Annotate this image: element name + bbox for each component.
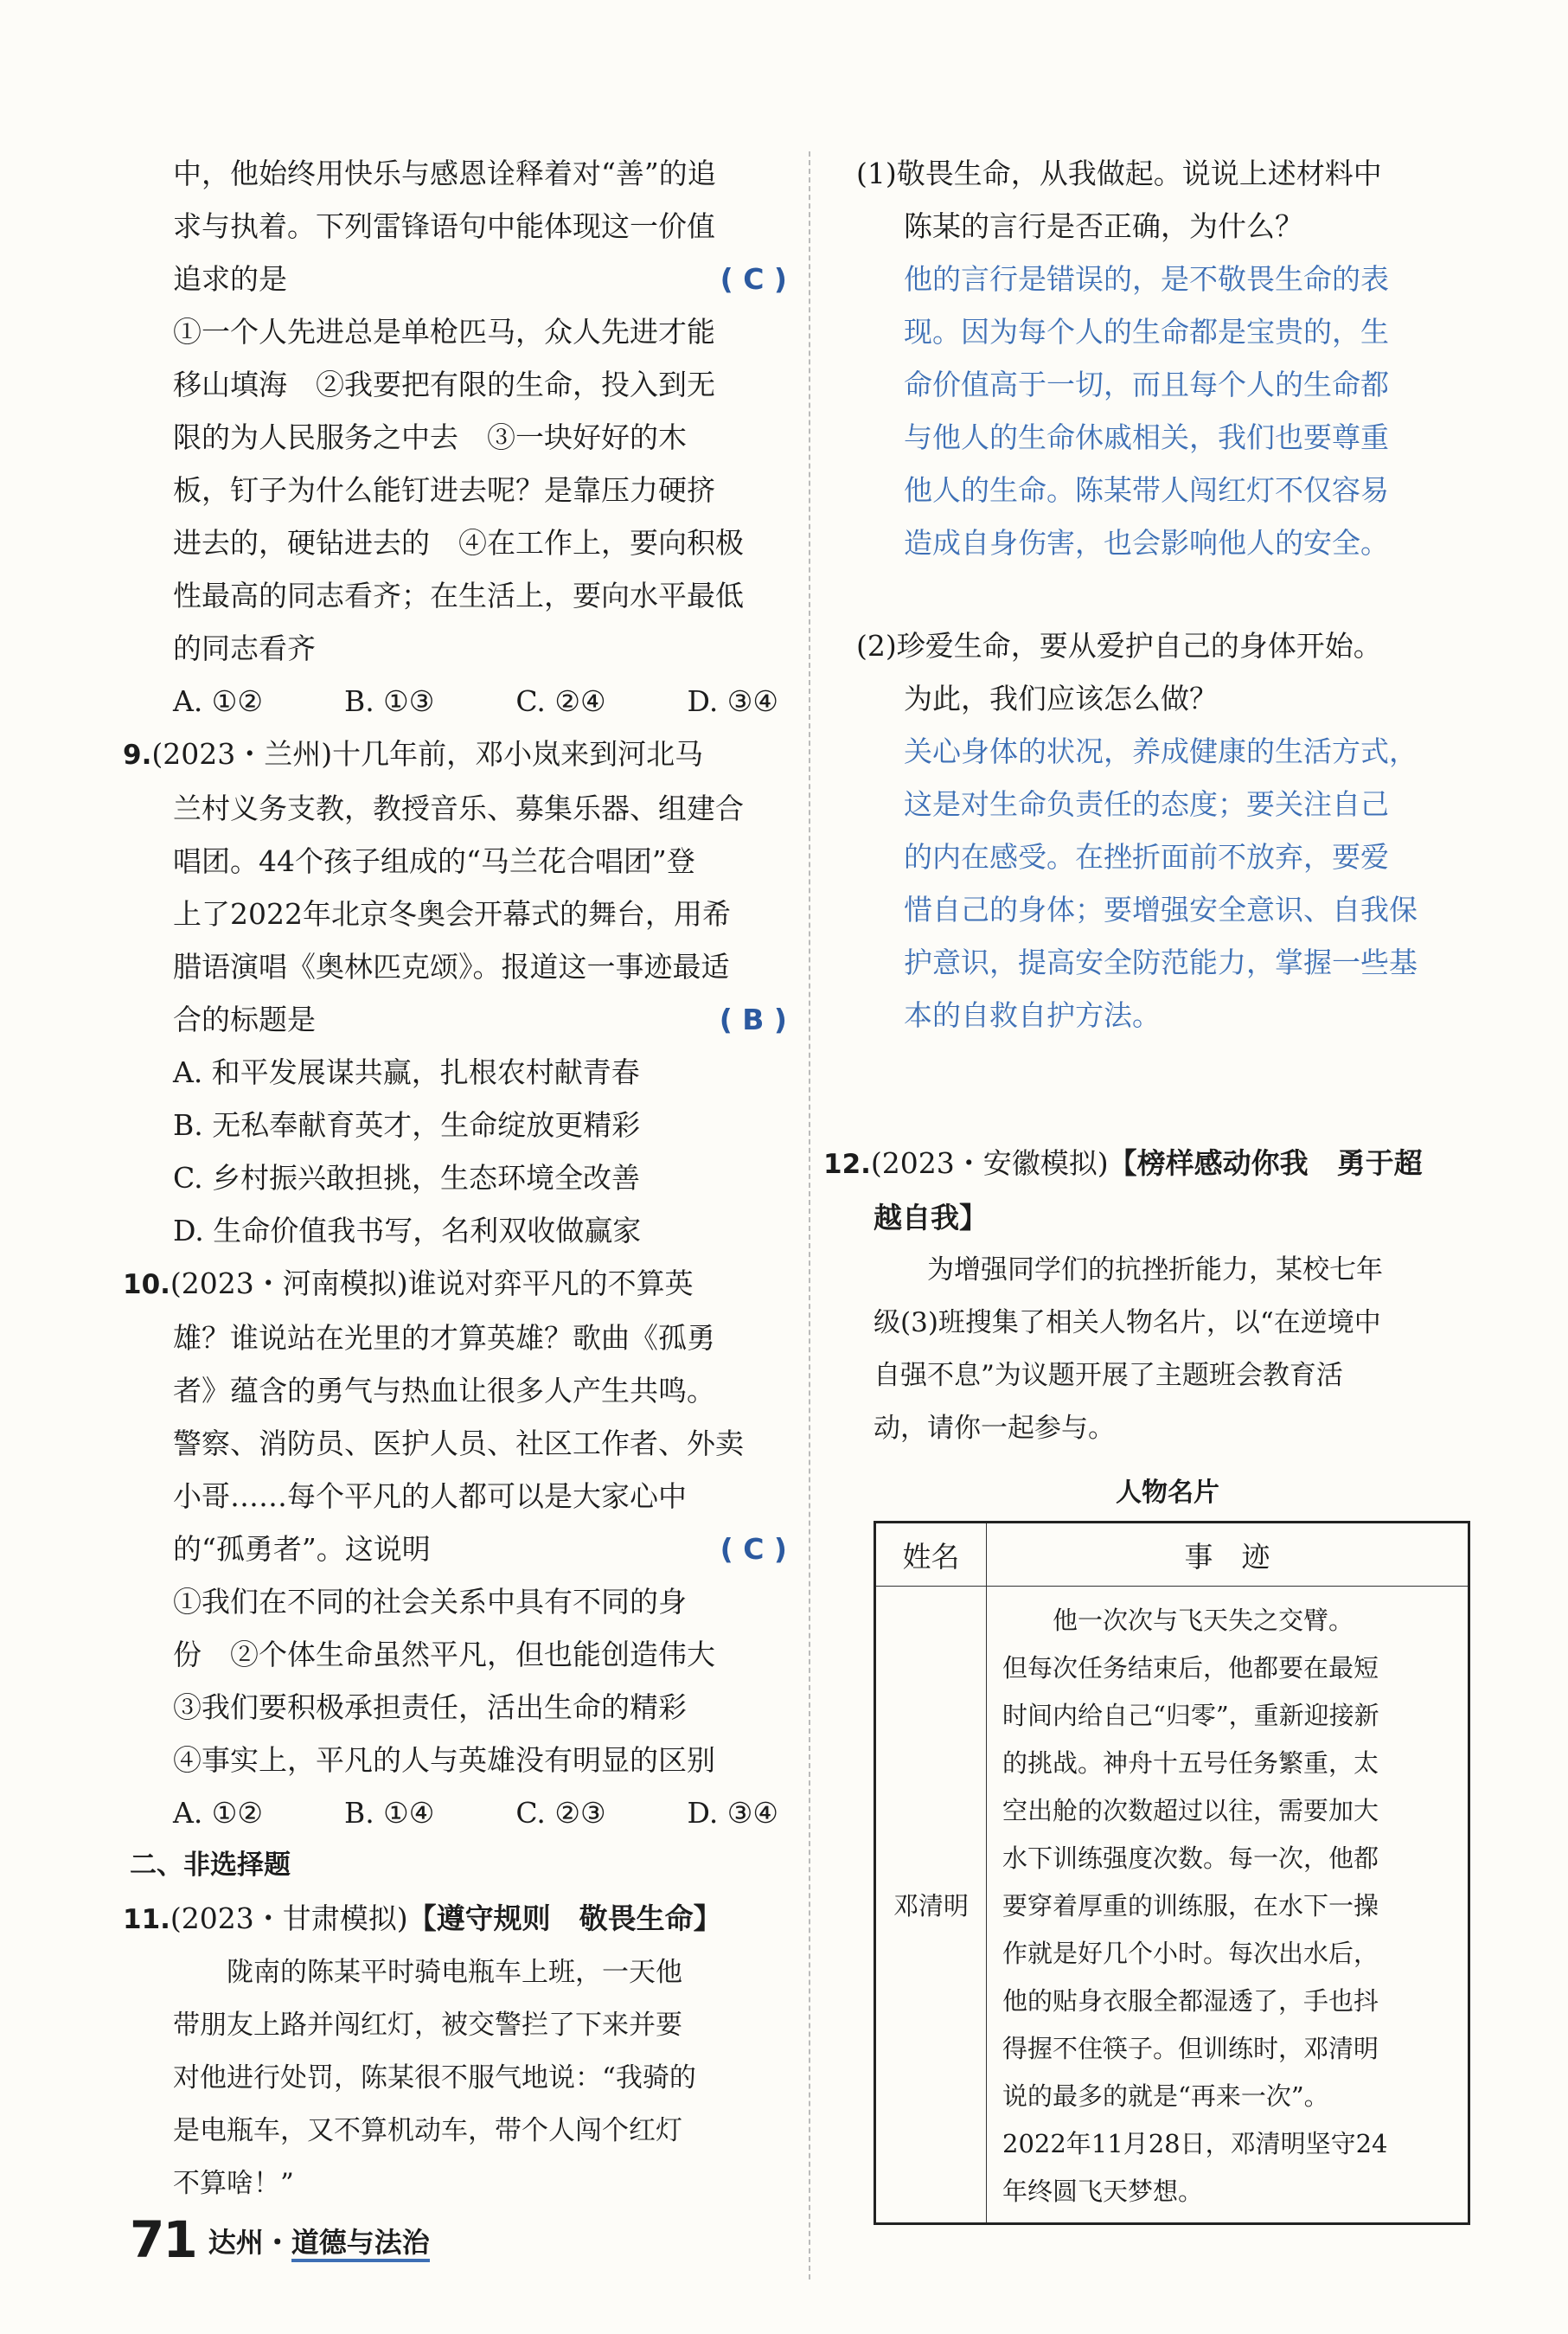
q11-number: 11.: [123, 1904, 170, 1935]
q10-statement-line: ③我们要积极承担责任，活出生命的精彩: [173, 1690, 687, 1724]
q10-option-b: B. ①④: [343, 1796, 435, 1830]
q10-option-d: D. ③④: [687, 1796, 778, 1830]
q9-first-line: 9.(2023・兰州)十几年前，邓小岚来到河北马: [123, 737, 704, 771]
q11-2-answer-line: 的内在感受。在挫折面前不放弃，要爱: [904, 840, 1389, 874]
q10-stem-line: 雄？谁说站在光里的才算英雄？歌曲《孤勇: [173, 1321, 715, 1355]
q8-statement-line: 进去的，硬钻进去的 ④在工作上，要向积极: [173, 526, 744, 560]
q12-intro-line: 动，请你一起参与。: [874, 1413, 1115, 1444]
q9-option-b: B. 无私奉献育英才，生命绽放更精彩: [173, 1108, 641, 1142]
column-divider: [809, 151, 810, 2279]
q11-1-answer-line: 他的言行是错误的，是不敬畏生命的表: [904, 262, 1389, 296]
q8-statement-line: 板，钉子为什么能钉进去呢？是靠压力硬挤: [173, 473, 715, 507]
q9-stem-line: 腊语演唱《奥林匹克颂》。报道这一事迹最适: [173, 950, 730, 984]
deed-line: 时间内给自己“归零”，重新迎接新: [1002, 1701, 1379, 1730]
q8-answer: ( C ): [720, 262, 787, 296]
q11-2-answer-line: 这是对生命负责任的态度；要关注自己: [904, 787, 1389, 821]
q9-number: 9.: [123, 740, 152, 771]
q8-statement-line: ①一个人先进总是单枪匹马，众人先进才能: [173, 315, 715, 349]
header-name: 姓名: [875, 1523, 987, 1587]
q10-stem-line: 小哥……每个平凡的人都可以是大家心中: [173, 1479, 687, 1513]
q10-statement-line: ④事实上，平凡的人与英雄没有明显的区别: [173, 1743, 715, 1777]
q8-option-b: B. ①③: [343, 684, 435, 718]
header-deeds: 事 迹: [987, 1523, 1469, 1587]
q11-1-answer-line: 命价值高于一切，而且每个人的生命都: [904, 368, 1389, 401]
question-12: [823, 1137, 1479, 2225]
q10-option-a: A. ①②: [173, 1796, 263, 1830]
q9-stem-line: 唱团。44个孩子组成的“马兰花合唱团”登: [173, 844, 695, 878]
q12-source: (2023・安徽模拟): [870, 1146, 1109, 1180]
q11-1-prompt: 陈某的言行是否正确，为什么？: [904, 209, 1303, 243]
q10-answer: ( C ): [720, 1532, 787, 1566]
q9-option-a: A. 和平发展谋共赢，扎根农村献青春: [173, 1055, 640, 1089]
deed-line: 的挑战。神舟十五号任务繁重，太: [1002, 1748, 1379, 1778]
q10-stem-line: 者》蕴含的勇气与热血让很多人产生共鸣。: [173, 1374, 715, 1407]
q11-2-answer-line: 本的自救自护方法。: [904, 998, 1161, 1032]
question-9: [123, 728, 787, 1257]
deed-line: 他一次次与飞天失之交臂。: [1053, 1606, 1354, 1635]
left-column: [123, 147, 787, 2210]
q8-option-c: C. ②④: [515, 684, 606, 718]
question-11-part-2: [856, 619, 1479, 1042]
right-column: [823, 147, 1479, 2225]
q10-statement-line: 份 ②个体生命虽然平凡，但也能创造伟大: [173, 1638, 715, 1671]
q9-option-c: C. 乡村振兴敢担挑，生态环境全改善: [173, 1161, 641, 1195]
q9-stem-line: 上了2022年北京冬奥会开幕式的舞台，用希: [173, 897, 731, 931]
q12-intro-line: 级(3)班搜集了相关人物名片，以“在逆境中: [874, 1307, 1381, 1338]
q11-material-line: 对他进行处罚，陈某很不服气地说：“我骑的: [173, 2062, 696, 2094]
deed-line: 要穿着厚重的训练服，在水下一操: [1002, 1891, 1379, 1920]
q12-number: 12.: [823, 1149, 871, 1180]
q8-stem-line: 求与执着。下列雷锋语句中能体现这一价值: [173, 209, 715, 243]
q12-tag-line: 越自我】: [874, 1201, 988, 1234]
q11-material-line: 是电瓶车，又不算机动车，带个人闯个红灯: [173, 2115, 682, 2146]
footer-title: [208, 2221, 430, 2260]
q11-2-prompt: (2)珍爱生命，要从爱护自己的身体开始。: [856, 629, 1382, 663]
page-number: 71: [130, 2210, 196, 2269]
q9-option-d: D. 生命价值我书写，名利双收做赢家: [173, 1214, 642, 1247]
q10-options: [130, 1786, 787, 1839]
q12-intro-line: 自强不息”为议题开展了主题班会教育活: [874, 1360, 1343, 1391]
person-card-table: [874, 1521, 1470, 2225]
section-title: 二、非选择题: [130, 1850, 291, 1881]
person-name: 邓清明: [875, 1587, 987, 2224]
deed-line: 水下训练强度次数。每一次，他都: [1002, 1843, 1379, 1873]
question-11: [123, 1892, 787, 2210]
q8-option-d: D. ③④: [687, 684, 778, 718]
deed-line: 得握不住筷子。但训练时，邓清明: [1002, 2034, 1379, 2063]
q8-statement-line: 限的为人民服务之中去 ③一块好好的木: [173, 420, 687, 454]
page-footer: [130, 2210, 430, 2269]
question-11-part-1: [856, 147, 1479, 569]
deed-line: 但每次任务结束后，他都要在最短: [1002, 1653, 1379, 1683]
q10-statement-line: ①我们在不同的社会关系中具有不同的身: [173, 1585, 687, 1619]
deed-line: 2022年11月28日，邓清明坚守24: [1002, 2129, 1388, 2158]
q11-1-answer-line: 与他人的生命休戚相关，我们也要尊重: [904, 420, 1389, 454]
deed-line: 他的贴身衣服全都湿透了，手也抖: [1002, 1986, 1379, 2016]
q8-statement-line: 性最高的同志看齐；在生活上，要向水平最低: [173, 579, 744, 612]
person-deeds: [987, 1587, 1469, 2224]
card-title: 人物名片: [1116, 1478, 1219, 1508]
deed-line: 年终圆飞天梦想。: [1002, 2177, 1204, 2206]
footer-region: 达州・: [208, 2226, 291, 2259]
q11-material-line: 带朋友上路并闯红灯，被交警拦了下来并要: [173, 2010, 682, 2041]
deed-line: 空出舱的次数超过以往，需要加大: [1002, 1796, 1379, 1825]
question-10: [123, 1257, 787, 1839]
q12-tag: 【榜样感动你我 勇于超: [1108, 1146, 1423, 1180]
q8-stem-line: 中，他始终用快乐与感恩诠释着对“善”的追: [173, 157, 716, 190]
q11-2-answer-line: 护意识，提高安全防范能力，掌握一些基: [904, 946, 1418, 979]
q8-stem-line: 追求的是 ( C ): [130, 253, 787, 305]
q11-material-line: 陇南的陈某平时骑电瓶车上班，一天他: [227, 1957, 682, 1988]
q8-option-a: A. ①②: [173, 684, 263, 718]
q11-2-prompt: 为此，我们应该怎么做？: [904, 682, 1218, 715]
q11-2-answer-line: 惜自己的身体；要增强安全意识、自我保: [904, 893, 1418, 927]
q8-statement-line: 的同志看齐: [173, 632, 316, 665]
q11-material-line: 不算啥！”: [173, 2168, 294, 2199]
q11-1-answer-line: 造成自身伤害，也会影响他人的安全。: [904, 526, 1389, 560]
q10-first-line: 10.(2023・河南模拟)谁说对弈平凡的不算英: [123, 1266, 694, 1300]
deed-line: 说的最多的就是“再来一次”。: [1002, 2081, 1329, 2111]
q8-statement-line: 移山填海 ②我要把有限的生命，投入到无: [173, 368, 715, 401]
question-8: [130, 147, 787, 728]
q11-source: (2023・甘肃模拟): [170, 1901, 408, 1935]
q9-stem-line: 兰村义务支教，教授音乐、募集乐器、组建合: [173, 792, 744, 825]
q9-stem-line: 合的标题是 ( B ): [130, 993, 787, 1046]
footer-subject: 道德与法治: [291, 2226, 430, 2262]
q11-1-answer-line: 他人的生命。陈某带人闯红灯不仅容易: [904, 473, 1389, 507]
deed-line: 作就是好几个小时。每次出水后，: [1002, 1939, 1379, 1968]
q11-2-answer-line: 关心身体的状况，养成健康的生活方式，: [904, 734, 1418, 768]
q12-first-line: [823, 1137, 1479, 1191]
q10-number: 10.: [123, 1269, 170, 1300]
table-header-row: [875, 1523, 1469, 1587]
q10-option-c: C. ②③: [515, 1796, 606, 1830]
q9-answer: ( B ): [719, 1003, 787, 1036]
q10-stem-line: 的“孤勇者”。这说明 ( C ): [130, 1523, 787, 1575]
table-row: [875, 1587, 1469, 2224]
q12-intro-line: 为增强同学们的抗挫折能力，某校七年: [927, 1254, 1383, 1286]
q11-tag: 【遵守规则 敬畏生命】: [407, 1901, 722, 1935]
q10-stem-line: 警察、消防员、医护人员、社区工作者、外卖: [173, 1427, 744, 1460]
q11-1-answer-line: 现。因为每个人的生命都是宝贵的，生: [904, 315, 1389, 349]
q11-first-line: [123, 1892, 787, 1946]
q11-1-prompt: (1)敬畏生命，从我做起。说说上述材料中: [856, 157, 1382, 190]
q8-options: [130, 675, 787, 728]
